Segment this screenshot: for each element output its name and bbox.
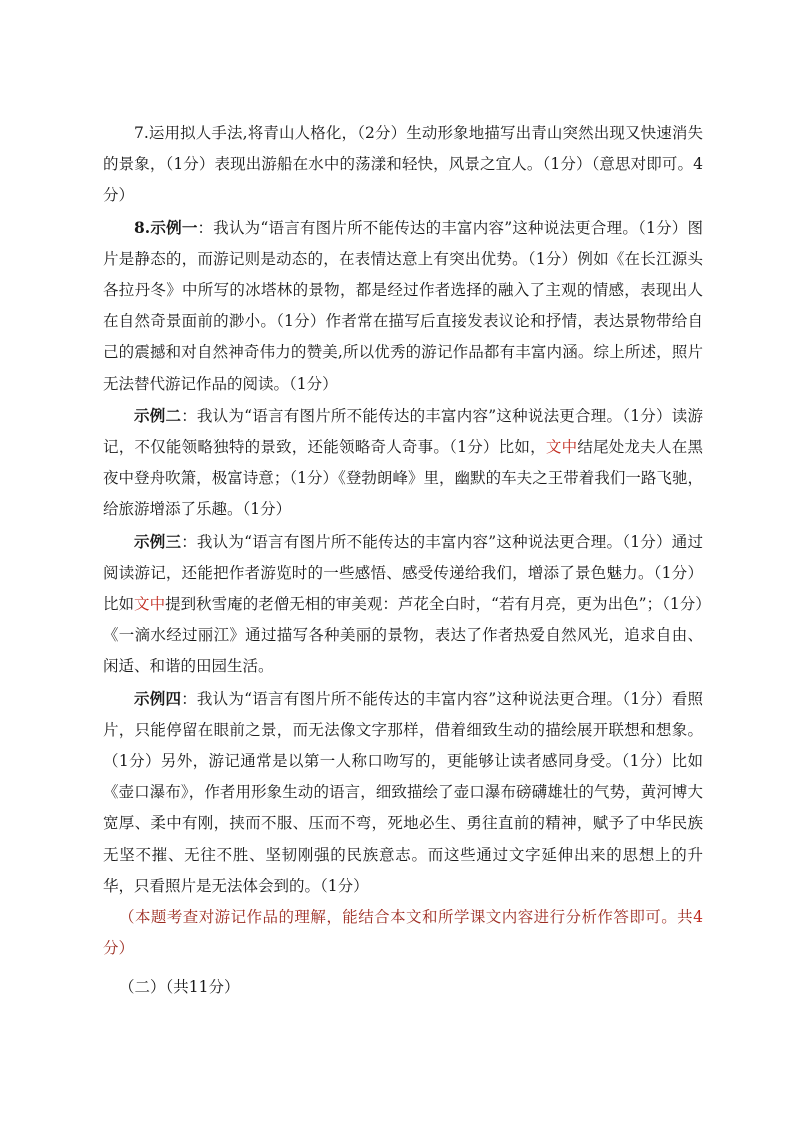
q8-example-4-text: ：我认为“语言有图片所不能传达的丰富内容”这种说法更合理。（1分）看照片，只能停留在眼前之景，而无法像文字那样，借着细致生动的描绘展开联想和想象。（1分）另外，游记通常是以第一人称口吻写的，更能够让读者感同身受。（1分）比如《壶口瀑布》，作者用形象生动的语言，细致描绘了壶口瀑布磅礴雄壮的气势，黄河博大宽厚、柔中有刚，挟而不服、压而不弯，死地必生、勇往直前的精神，赋予了中华民族无坚不摧、无往不胜、坚韧刚强的民族意志。而这些通过文字延伸出来的思想上的升华，只看照片是无法体会到的。（1分）: [103, 689, 703, 895]
section-2-heading: （二）（共11分）: [119, 978, 240, 997]
q8-example-3-text-b: 提到秋雪庵的老僧无相的审美观：芦花全白时，“若有月亮，更为出色”；（1分）《一滴水经过丽江》通过描写各种美丽的景物，表达了作者热爱自然风光，追求自由、闲适、和谐的田园生活。: [103, 595, 703, 676]
q8-note-text: （本题考查对游记作品的理解，能结合本文和所学课文内容进行分析作答即可。共: [119, 908, 694, 927]
answer-page: [103, 118, 703, 1004]
q8-example-1: [103, 212, 703, 400]
q8-note-score: 4: [693, 908, 703, 927]
q8-example-4-label: 示例四: [134, 688, 182, 708]
q8-example-4: [103, 683, 703, 902]
q7-answer: 7.运用拟人手法,将青山人格化，（2分）生动形象地描写出青山突然出现又快速消失的景象，（1分）表现出游船在水中的荡漾和轻快，风景之宜人。（1分）（意思对即可。4分）: [103, 124, 703, 205]
q8-example-2-label: 示例二: [134, 405, 182, 425]
q8-example-2: [103, 400, 703, 526]
q8-example-1-text: ：我认为“语言有图片所不能传达的丰富内容”这种说法更合理。（1分）图片是静态的，而游记则是动态的，在表情达意上有突出优势。（1分）例如《在长江源头各拉丹冬》中所写的冰塔林的景物，都是经过作者选择的融入了主观的情感，表现出人在自然奇景面前的渺小。（1分）作者常在描写后直接发表议论和抒情，表达景物带给自己的震撼和对自然神奇伟力的赞美,所以优秀的游记作品都有丰富内涵。综上所述，照片无法替代游记作品的阅读。（1分）: [103, 218, 703, 393]
q8-scoring-note: [103, 902, 703, 964]
q8-example-2-text-b: 结尾处龙夫人在黑夜中登舟吹箫，极富诗意；（1分）《登勃朗峰》里，幽默的车夫之王带着我们一路飞驰，给旅游增添了乐趣。（1分）: [103, 438, 703, 519]
q8-example-2-highlight: 文中: [545, 438, 578, 457]
q8-example-3-highlight: 文中: [134, 595, 166, 614]
q8-example-3-text-a: ：我认为“语言有图片所不能传达的丰富内容”这种说法更合理。（1分）通过阅读游记，还能把作者游览时的一些感悟、感受传递给我们，增添了景色魅力。（1分）比如: [103, 532, 703, 614]
q8-example-2-text-a: ：我认为“语言有图片所不能传达的丰富内容”这种说法更合理。（1分）读游记，不仅能领略独特的景致，还能领略奇人奇事。（1分）比如，: [103, 406, 703, 457]
q8-example-3-label: 示例三: [134, 531, 182, 551]
q8-example-3: [103, 526, 703, 683]
q8-note-end: 分）: [103, 939, 135, 958]
q8-example-1-label: 8.示例一: [134, 217, 198, 237]
